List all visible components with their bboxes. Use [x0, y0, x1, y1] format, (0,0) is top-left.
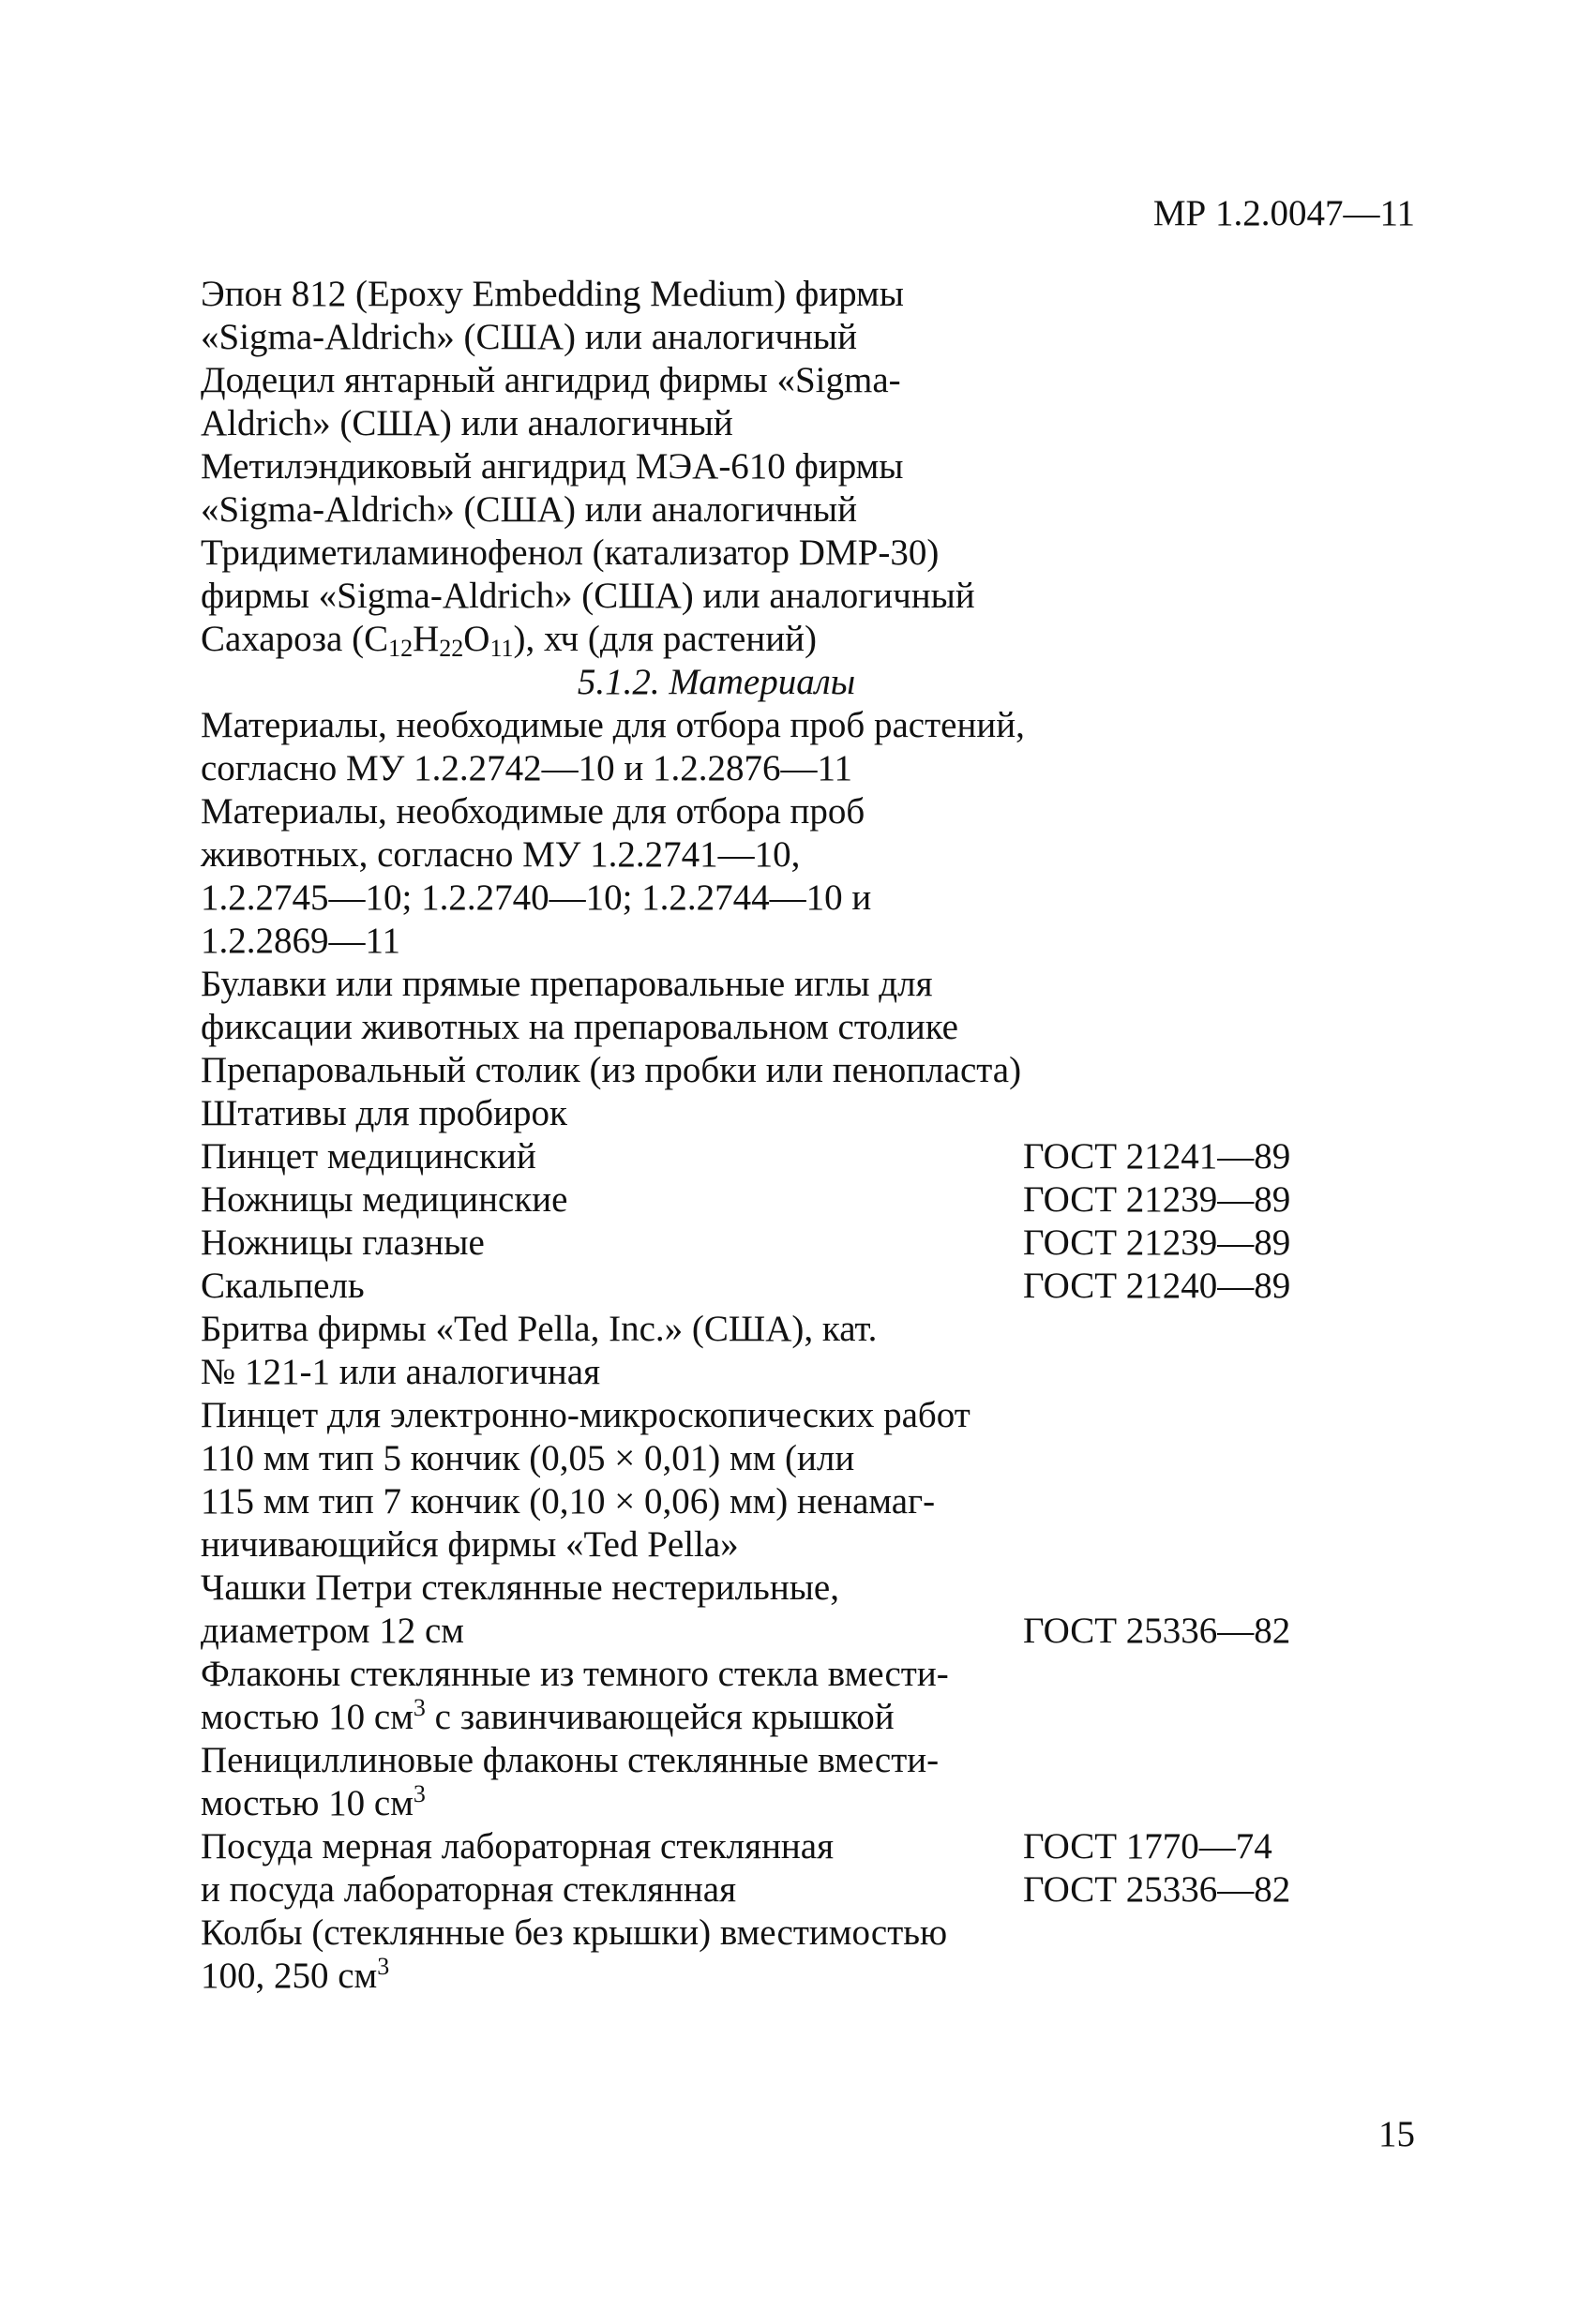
material-line: Материалы, необходимые для отбора проб — [201, 791, 865, 832]
material-line: № 121-1 или аналогичная — [201, 1352, 601, 1392]
page-content — [201, 273, 1420, 1998]
carbon-subscript: 12 — [388, 635, 414, 662]
tool-name: Ножницы глазные — [201, 1222, 485, 1263]
tool-name: Скальпель — [201, 1266, 365, 1306]
petri-row — [201, 1610, 1420, 1653]
bulb-line — [201, 1955, 1420, 1998]
material-line: 115 мм тип 7 кончик (0,10 × 0,06) мм) ненамаг- — [201, 1481, 936, 1522]
glassware-gost: ГОСТ 1770—74 — [1023, 1826, 1272, 1867]
section-heading: 5.1.2. Материалы — [577, 662, 856, 702]
glassware-name: и посуда лабораторная стеклянная — [201, 1869, 737, 1910]
material-line: фиксации животных на препаровальном столике — [201, 1007, 958, 1047]
material-line: Чашки Петри стеклянные нестерильные, — [201, 1567, 839, 1608]
flask-line — [201, 1696, 1420, 1739]
tool-gost: ГОСТ 21239—89 — [1023, 1179, 1291, 1220]
glassware-row — [201, 1825, 1420, 1868]
sucrose-line — [201, 618, 1420, 661]
document-id: МР 1.2.0047—11 — [1152, 193, 1415, 233]
material-line: Булавки или прямые препаровальные иглы для — [201, 964, 933, 1004]
hydrogen-symbol: H — [413, 619, 440, 659]
reagent-line: Эпон 812 (Epoxy Embedding Medium) фирмы — [201, 274, 904, 314]
reagent-line: «Sigma-Aldrich» (США) или аналогичный — [201, 317, 857, 357]
tool-gost: ГОСТ 21239—89 — [1023, 1222, 1291, 1263]
material-line: животных, согласно МУ 1.2.2741—10, — [201, 834, 801, 875]
tool-gost: ГОСТ 21240—89 — [1023, 1266, 1291, 1306]
material-line: согласно МУ 1.2.2742—10 и 1.2.2876—11 — [201, 748, 852, 788]
reagents-list — [201, 273, 1420, 661]
reagent-line: Aldrich» (США) или аналогичный — [201, 403, 733, 443]
reagent-line: Додецил янтарный ангидрид фирмы «Sigma- — [201, 360, 901, 400]
reagent-line: «Sigma-Aldrich» (США) или аналогичный — [201, 489, 857, 530]
tool-row — [201, 1135, 1420, 1178]
petri-name: диаметром 12 см — [201, 1611, 464, 1651]
sucrose-prefix: Сахароза (C — [201, 619, 389, 659]
cubic-superscript: 3 — [413, 1780, 426, 1807]
reagent-line: фирмы «Sigma-Aldrich» (США) или аналогичный — [201, 576, 975, 616]
oxygen-subscript: 11 — [489, 635, 514, 662]
oxygen-symbol: O — [463, 619, 490, 659]
cubic-superscript: 3 — [377, 1953, 390, 1980]
material-line: Препаровальный столик (из пробки или пенопласта) — [201, 1050, 1022, 1090]
material-line: 1.2.2869—11 — [201, 921, 401, 961]
tool-name: Ножницы медицинские — [201, 1179, 568, 1220]
glassware-gost: ГОСТ 25336—82 — [1023, 1869, 1291, 1910]
tool-row — [201, 1222, 1420, 1265]
flask-cap-text: с завинчивающейся крышкой — [425, 1697, 895, 1737]
tool-name: Пинцет медицинский — [201, 1136, 536, 1177]
flask-volume: мостью 10 см — [201, 1783, 414, 1823]
glassware-row — [201, 1868, 1420, 1912]
flask-volume: мостью 10 см — [201, 1697, 414, 1737]
materials-list — [201, 704, 1420, 1998]
reagent-line: Метилэндиковый ангидрид МЭА-610 фирмы — [201, 446, 904, 487]
petri-gost: ГОСТ 25336—82 — [1023, 1611, 1291, 1651]
reagent-line: Тридиметиламинофенол (катализатор DMP-30) — [201, 532, 940, 573]
glassware-name: Посуда мерная лабораторная стеклянная — [201, 1826, 835, 1867]
material-line: Пинцет для электронно-микроскопических работ — [201, 1395, 971, 1435]
material-line: 110 мм тип 5 кончик (0,05 × 0,01) мм (или — [201, 1438, 855, 1478]
page-number: 15 — [1378, 2114, 1415, 2154]
sucrose-suffix: ), хч (для растений) — [513, 619, 817, 659]
bulb-volume: 100, 250 см — [201, 1956, 378, 1996]
material-line: ничивающийся фирмы «Ted Pella» — [201, 1524, 739, 1565]
material-line: 1.2.2745—10; 1.2.2740—10; 1.2.2744—10 и — [201, 877, 872, 918]
bulb-line: Колбы (стеклянные без крышки) вместимостью — [201, 1912, 948, 1953]
material-line: Материалы, необходимые для отбора проб растений, — [201, 705, 1025, 745]
material-line: Штативы для пробирок — [201, 1093, 567, 1133]
tool-gost: ГОСТ 21241—89 — [1023, 1136, 1291, 1177]
hydrogen-subscript: 22 — [439, 635, 464, 662]
cubic-superscript: 3 — [413, 1694, 426, 1721]
tool-row — [201, 1178, 1420, 1222]
flask-line — [201, 1782, 1420, 1825]
flask-line: Пенициллиновые флаконы стеклянные вмести- — [201, 1740, 940, 1780]
material-line: Бритва фирмы «Ted Pella, Inc.» (США), кат. — [201, 1309, 878, 1349]
tool-row — [201, 1265, 1420, 1308]
flask-line: Флаконы стеклянные из темного стекла вмести- — [201, 1654, 949, 1694]
